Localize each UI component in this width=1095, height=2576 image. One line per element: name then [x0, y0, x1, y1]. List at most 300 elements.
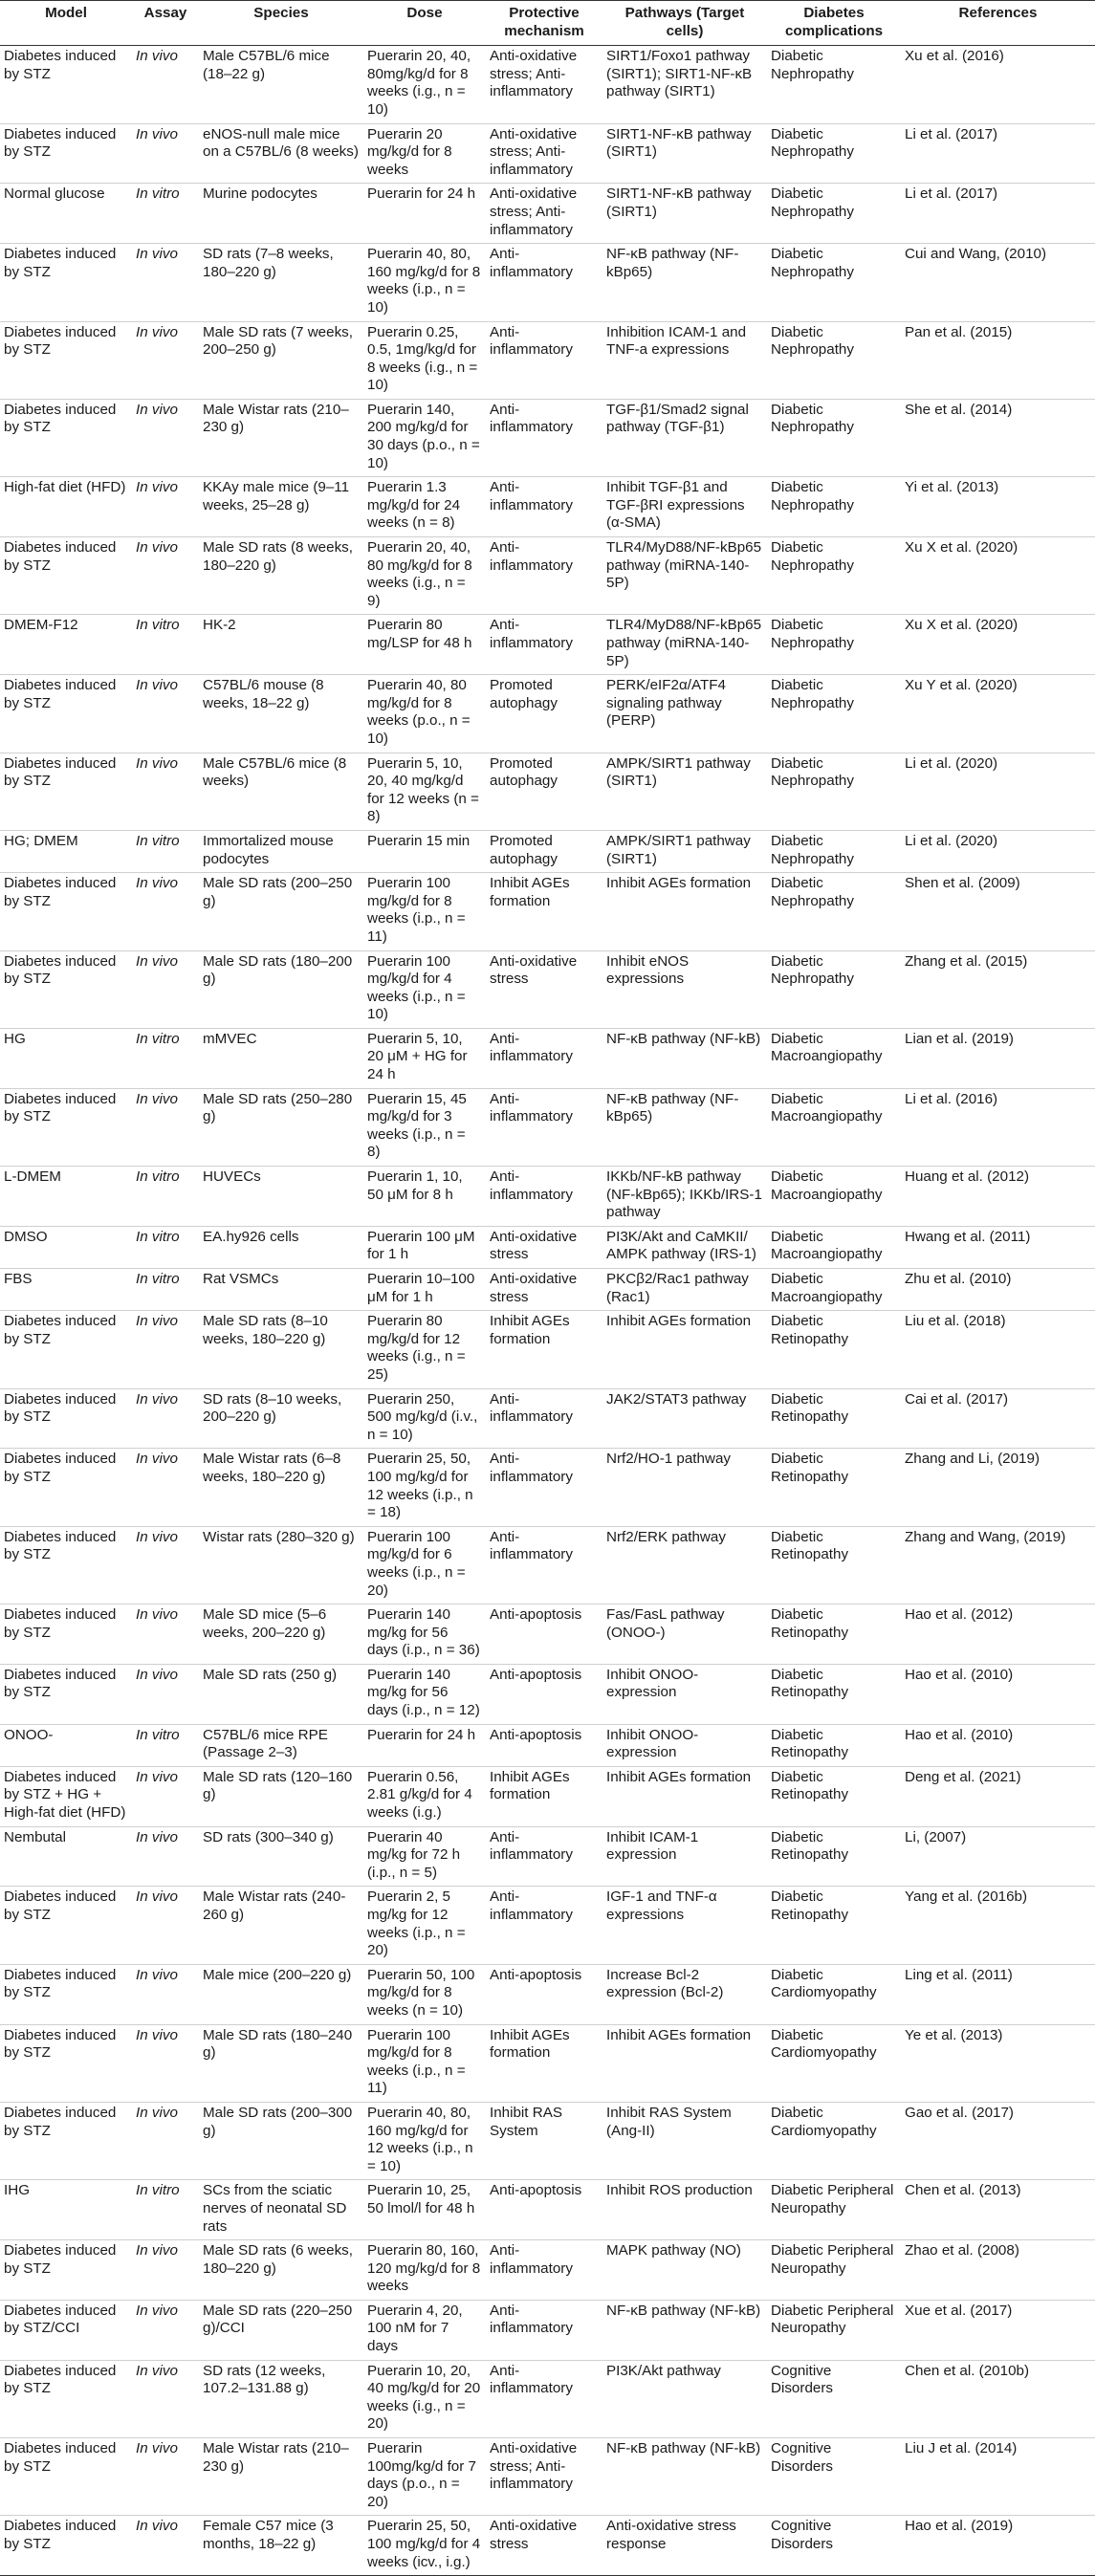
mechanism-cell: Anti-inflammatory	[486, 244, 602, 321]
dose-cell: Puerarin 80, 160, 120 mg/kg/d for 8 weeks	[363, 2240, 486, 2301]
complication-cell: Diabetic Nephropathy	[767, 477, 901, 537]
dose-cell: Puerarin 50, 100 mg/kg/d for 8 weeks (n = 10)	[363, 1964, 486, 2024]
pathways-cell: SIRT1-NF-κB pathway (SIRT1)	[602, 184, 767, 244]
complication-cell: Diabetic Macroangiopathy	[767, 1269, 901, 1311]
dose-cell: Puerarin 10, 20, 40 mg/kg/d for 20 weeks (i.g., n = 20)	[363, 2360, 486, 2437]
mechanism-cell: Anti-inflammatory	[486, 1887, 602, 1964]
species-cell: Male SD rats (180–240 g)	[199, 2024, 363, 2102]
assay-cell: In vivo	[132, 675, 199, 753]
pathways-cell: Increase Bcl-2 expression (Bcl-2)	[602, 1964, 767, 2024]
model-cell: Diabetes induced by STZ	[0, 537, 132, 615]
table-row	[0, 1605, 1095, 1665]
reference-cell: Hao et al. (2012)	[901, 1605, 1095, 1665]
assay-cell: In vivo	[132, 950, 199, 1028]
table-body	[0, 46, 1095, 2576]
header-pathways: Pathways (Target cells)	[602, 1, 767, 46]
dose-cell: Puerarin for 24 h	[363, 184, 486, 244]
model-cell: Diabetes induced by STZ	[0, 1449, 132, 1526]
complication-cell: Diabetic Macroangiopathy	[767, 1167, 901, 1227]
mechanism-cell: Inhibit RAS System	[486, 2102, 602, 2179]
assay-cell: In vivo	[132, 2360, 199, 2437]
species-cell: C57BL/6 mice RPE (Passage 2–3)	[199, 1724, 363, 1766]
reference-cell: Hwang et al. (2011)	[901, 1226, 1095, 1268]
model-cell: Diabetes induced by STZ	[0, 1887, 132, 1964]
reference-cell: Xu X et al. (2020)	[901, 615, 1095, 675]
complication-cell: Diabetic Nephropathy	[767, 873, 901, 950]
pathways-cell: Inhibit ONOO- expression	[602, 1724, 767, 1766]
mechanism-cell: Anti-inflammatory	[486, 537, 602, 615]
species-cell: Male C57BL/6 mice (8 weeks)	[199, 753, 363, 830]
table-row	[0, 1724, 1095, 1766]
pathways-cell: Inhibit AGEs formation	[602, 2024, 767, 2102]
complication-cell: Diabetic Nephropathy	[767, 244, 901, 321]
mechanism-cell: Anti-apoptosis	[486, 1605, 602, 1665]
table-row	[0, 184, 1095, 244]
assay-cell: In vivo	[132, 2024, 199, 2102]
complication-cell: Diabetic Retinopathy	[767, 1766, 901, 1826]
complication-cell: Diabetic Macroangiopathy	[767, 1226, 901, 1268]
table-row	[0, 1088, 1095, 1166]
model-cell: Diabetes induced by STZ	[0, 1311, 132, 1388]
species-cell: Wistar rats (280–320 g)	[199, 1526, 363, 1604]
pathways-cell: Inhibit TGF-β1 and TGF-βRI expressions (α-SMA)	[602, 477, 767, 537]
species-cell: Male SD rats (8–10 weeks, 180–220 g)	[199, 1311, 363, 1388]
pathways-cell: AMPK/SIRT1 pathway (SIRT1)	[602, 830, 767, 872]
complication-cell: Cognitive Disorders	[767, 2516, 901, 2576]
reference-cell: Cui and Wang, (2010)	[901, 244, 1095, 321]
model-cell: HG; DMEM	[0, 830, 132, 872]
complication-cell: Diabetic Retinopathy	[767, 1526, 901, 1604]
complication-cell: Diabetic Nephropathy	[767, 830, 901, 872]
mechanism-cell: Promoted autophagy	[486, 753, 602, 830]
complication-cell: Diabetic Nephropathy	[767, 46, 901, 123]
mechanism-cell: Anti-apoptosis	[486, 1664, 602, 1724]
species-cell: Male Wistar rats (240-260 g)	[199, 1887, 363, 1964]
species-cell: Male Wistar rats (210–230 g)	[199, 399, 363, 476]
species-cell: EA.hy926 cells	[199, 1226, 363, 1268]
header-assay: Assay	[132, 1, 199, 46]
assay-cell: In vitro	[132, 1028, 199, 1088]
species-cell: SD rats (300–340 g)	[199, 1826, 363, 1887]
assay-cell: In vivo	[132, 123, 199, 184]
species-cell: HK-2	[199, 615, 363, 675]
complication-cell: Diabetic Retinopathy	[767, 1664, 901, 1724]
assay-cell: In vitro	[132, 1724, 199, 1766]
table-row	[0, 1167, 1095, 1227]
complication-cell: Diabetic Nephropathy	[767, 123, 901, 184]
complication-cell: Diabetic Peripheral Neuropathy	[767, 2180, 901, 2240]
pathways-cell: Inhibition ICAM-1 and TNF-a expressions	[602, 321, 767, 399]
assay-cell: In vivo	[132, 46, 199, 123]
reference-cell: Yi et al. (2013)	[901, 477, 1095, 537]
dose-cell: Puerarin 40, 80 mg/kg/d for 8 weeks (p.o., n = 10)	[363, 675, 486, 753]
reference-cell: Zhang et al. (2015)	[901, 950, 1095, 1028]
mechanism-cell: Inhibit AGEs formation	[486, 873, 602, 950]
mechanism-cell: Anti-inflammatory	[486, 1388, 602, 1449]
assay-cell: In vivo	[132, 2516, 199, 2576]
dose-cell: Puerarin 40, 80, 160 mg/kg/d for 12 weeks (i.p., n = 10)	[363, 2102, 486, 2179]
mechanism-cell: Anti-inflammatory	[486, 399, 602, 476]
model-cell: Diabetes induced by STZ	[0, 123, 132, 184]
reference-cell: Gao et al. (2017)	[901, 2102, 1095, 2179]
assay-cell: In vivo	[132, 1826, 199, 1887]
mechanism-cell: Anti-oxidative stress; Anti-inflammatory	[486, 2438, 602, 2516]
reference-cell: She et al. (2014)	[901, 399, 1095, 476]
pathways-cell: PI3K/Akt pathway	[602, 2360, 767, 2437]
mechanism-cell: Anti-oxidative stress; Anti-inflammatory	[486, 123, 602, 184]
model-cell: Diabetes induced by STZ + HG + High-fat diet (HFD)	[0, 1766, 132, 1826]
table-row	[0, 1766, 1095, 1826]
complication-cell: Diabetic Retinopathy	[767, 1388, 901, 1449]
mechanism-cell: Anti-oxidative stress	[486, 1269, 602, 1311]
table-row	[0, 1887, 1095, 1964]
dose-cell: Puerarin 40, 80, 160 mg/kg/d for 8 weeks (i.p., n = 10)	[363, 244, 486, 321]
complication-cell: Diabetic Nephropathy	[767, 753, 901, 830]
complication-cell: Diabetic Nephropathy	[767, 321, 901, 399]
header-species: Species	[199, 1, 363, 46]
species-cell: Male SD mice (5–6 weeks, 200–220 g)	[199, 1605, 363, 1665]
complication-cell: Diabetic Retinopathy	[767, 1826, 901, 1887]
dose-cell: Puerarin 25, 50, 100 mg/kg/d for 12 weeks (i.p., n = 18)	[363, 1449, 486, 1526]
model-cell: Diabetes induced by STZ	[0, 46, 132, 123]
complication-cell: Diabetic Retinopathy	[767, 1887, 901, 1964]
table-row	[0, 873, 1095, 950]
pathways-cell: SIRT1-NF-κB pathway (SIRT1)	[602, 123, 767, 184]
reference-cell: Chen et al. (2010b)	[901, 2360, 1095, 2437]
assay-cell: In vivo	[132, 1388, 199, 1449]
dose-cell: Puerarin 15 min	[363, 830, 486, 872]
reference-cell: Xu X et al. (2020)	[901, 537, 1095, 615]
dose-cell: Puerarin 10, 25, 50 lmol/l for 48 h	[363, 2180, 486, 2240]
species-cell: Male Wistar rats (6–8 weeks, 180–220 g)	[199, 1449, 363, 1526]
pathways-cell: AMPK/SIRT1 pathway (SIRT1)	[602, 753, 767, 830]
model-cell: Diabetes induced by STZ	[0, 1388, 132, 1449]
complication-cell: Diabetic Nephropathy	[767, 399, 901, 476]
mechanism-cell: Anti-apoptosis	[486, 1964, 602, 2024]
table-row	[0, 537, 1095, 615]
dose-cell: Puerarin 0.25, 0.5, 1mg/kg/d for 8 weeks (i.g., n = 10)	[363, 321, 486, 399]
pathways-cell: IGF-1 and TNF-α expressions	[602, 1887, 767, 1964]
dose-cell: Puerarin 140, 200 mg/kg/d for 30 days (p.o., n = 10)	[363, 399, 486, 476]
model-cell: Diabetes induced by STZ	[0, 873, 132, 950]
assay-cell: In vivo	[132, 321, 199, 399]
table-header	[0, 1, 1095, 46]
species-cell: KKAy male mice (9–11 weeks, 25–28 g)	[199, 477, 363, 537]
model-cell: Diabetes induced by STZ	[0, 675, 132, 753]
species-cell: Male SD rats (7 weeks, 200–250 g)	[199, 321, 363, 399]
table-row	[0, 830, 1095, 872]
dose-cell: Puerarin 5, 10, 20 μM + HG for 24 h	[363, 1028, 486, 1088]
reference-cell: Liu J et al. (2014)	[901, 2438, 1095, 2516]
table-row	[0, 675, 1095, 753]
assay-cell: In vivo	[132, 2438, 199, 2516]
mechanism-cell: Anti-oxidative stress	[486, 950, 602, 1028]
mechanism-cell: Anti-inflammatory	[486, 615, 602, 675]
pathways-cell: Inhibit AGEs formation	[602, 873, 767, 950]
mechanism-cell: Anti-inflammatory	[486, 2240, 602, 2301]
pathways-cell: Inhibit AGEs formation	[602, 1766, 767, 1826]
species-cell: Immortalized mouse podocytes	[199, 830, 363, 872]
pathways-cell: NF-κB pathway (NF-kB)	[602, 2300, 767, 2360]
dose-cell: Puerarin 0.56, 2.81 g/kg/d for 4 weeks (i.g.)	[363, 1766, 486, 1826]
table-row	[0, 2438, 1095, 2516]
reference-cell: Li et al. (2017)	[901, 184, 1095, 244]
assay-cell: In vivo	[132, 399, 199, 476]
mechanism-cell: Anti-inflammatory	[486, 1088, 602, 1166]
pathways-cell: PI3K/Akt and CaMKII/ AMPK pathway (IRS-1)	[602, 1226, 767, 1268]
table-row	[0, 2360, 1095, 2437]
dose-cell: Puerarin 100 μM for 1 h	[363, 1226, 486, 1268]
dose-cell: Puerarin 5, 10, 20, 40 mg/kg/d for 12 weeks (n = 8)	[363, 753, 486, 830]
dose-cell: Puerarin 100 mg/kg/d for 4 weeks (i.p., n = 10)	[363, 950, 486, 1028]
reference-cell: Zhu et al. (2010)	[901, 1269, 1095, 1311]
species-cell: Rat VSMCs	[199, 1269, 363, 1311]
pathways-cell: Nrf2/ERK pathway	[602, 1526, 767, 1604]
complication-cell: Diabetic Peripheral Neuropathy	[767, 2300, 901, 2360]
model-cell: Diabetes induced by STZ	[0, 1664, 132, 1724]
table-row	[0, 399, 1095, 476]
table-row	[0, 615, 1095, 675]
complication-cell: Diabetic Macroangiopathy	[767, 1088, 901, 1166]
assay-cell: In vitro	[132, 184, 199, 244]
assay-cell: In vivo	[132, 2300, 199, 2360]
complication-cell: Diabetic Retinopathy	[767, 1605, 901, 1665]
mechanism-cell: Anti-inflammatory	[486, 1167, 602, 1227]
dose-cell: Puerarin 15, 45 mg/kg/d for 3 weeks (i.p., n = 8)	[363, 1088, 486, 1166]
table-row	[0, 1311, 1095, 1388]
model-cell: IHG	[0, 2180, 132, 2240]
model-cell: ONOO-	[0, 1724, 132, 1766]
model-cell: Diabetes induced by STZ	[0, 1526, 132, 1604]
pathways-cell: TGF-β1/Smad2 signal pathway (TGF-β1)	[602, 399, 767, 476]
assay-cell: In vitro	[132, 1269, 199, 1311]
table-row	[0, 321, 1095, 399]
model-cell: L-DMEM	[0, 1167, 132, 1227]
model-cell: DMEM-F12	[0, 615, 132, 675]
species-cell: Male SD rats (120–160 g)	[199, 1766, 363, 1826]
assay-cell: In vitro	[132, 2180, 199, 2240]
header-protective-mechanism: Protective mechanism	[486, 1, 602, 46]
model-cell: Diabetes induced by STZ	[0, 950, 132, 1028]
mechanism-cell: Anti-inflammatory	[486, 2300, 602, 2360]
reference-cell: Xu et al. (2016)	[901, 46, 1095, 123]
assay-cell: In vivo	[132, 1887, 199, 1964]
model-cell: Diabetes induced by STZ	[0, 2516, 132, 2576]
assay-cell: In vivo	[132, 1088, 199, 1166]
reference-cell: Li et al. (2016)	[901, 1088, 1095, 1166]
model-cell: Diabetes induced by STZ	[0, 1964, 132, 2024]
species-cell: Male SD rats (200–300 g)	[199, 2102, 363, 2179]
pathways-cell: Inhibit RAS System (Ang-II)	[602, 2102, 767, 2179]
complication-cell: Diabetic Cardiomyopathy	[767, 2024, 901, 2102]
pathways-cell: NF-κB pathway (NF-kB)	[602, 1028, 767, 1088]
complication-cell: Diabetic Nephropathy	[767, 537, 901, 615]
complication-cell: Diabetic Macroangiopathy	[767, 1028, 901, 1088]
dose-cell: Puerarin 4, 20, 100 nM for 7 days	[363, 2300, 486, 2360]
model-cell: Diabetes induced by STZ	[0, 2360, 132, 2437]
reference-cell: Cai et al. (2017)	[901, 1388, 1095, 1449]
pathways-cell: Inhibit ROS production	[602, 2180, 767, 2240]
assay-cell: In vivo	[132, 1964, 199, 2024]
reference-cell: Pan et al. (2015)	[901, 321, 1095, 399]
reference-cell: Li et al. (2017)	[901, 123, 1095, 184]
mechanism-cell: Anti-oxidative stress; Anti-inflammatory	[486, 46, 602, 123]
table-row	[0, 123, 1095, 184]
mechanism-cell: Inhibit AGEs formation	[486, 1766, 602, 1826]
assay-cell: In vivo	[132, 1311, 199, 1388]
dose-cell: Puerarin 2, 5 mg/kg for 12 weeks (i.p., n = 20)	[363, 1887, 486, 1964]
pathways-cell: Inhibit eNOS expressions	[602, 950, 767, 1028]
dose-cell: Puerarin 100 mg/kg/d for 8 weeks (i.p., n = 11)	[363, 873, 486, 950]
mechanism-cell: Promoted autophagy	[486, 675, 602, 753]
reference-cell: Shen et al. (2009)	[901, 873, 1095, 950]
complication-cell: Diabetic Peripheral Neuropathy	[767, 2240, 901, 2301]
header-dose: Dose	[363, 1, 486, 46]
mechanism-cell: Anti-inflammatory	[486, 1449, 602, 1526]
mechanism-cell: Anti-oxidative stress; Anti-inflammatory	[486, 184, 602, 244]
reference-cell: Zhao et al. (2008)	[901, 2240, 1095, 2301]
table-row	[0, 2102, 1095, 2179]
table-row	[0, 2024, 1095, 2102]
assay-cell: In vitro	[132, 830, 199, 872]
assay-cell: In vivo	[132, 1664, 199, 1724]
reference-cell: Deng et al. (2021)	[901, 1766, 1095, 1826]
complication-cell: Diabetic Nephropathy	[767, 615, 901, 675]
dose-cell: Puerarin 20 mg/kg/d for 8 weeks	[363, 123, 486, 184]
species-cell: C57BL/6 mouse (8 weeks, 18–22 g)	[199, 675, 363, 753]
mechanism-cell: Anti-oxidative stress	[486, 2516, 602, 2576]
species-cell: Male Wistar rats (210–230 g)	[199, 2438, 363, 2516]
model-cell: Diabetes induced by STZ/CCI	[0, 2300, 132, 2360]
reference-cell: Chen et al. (2013)	[901, 2180, 1095, 2240]
pathways-cell: PERK/eIF2α/ATF4 signaling pathway (PERP)	[602, 675, 767, 753]
model-cell: FBS	[0, 1269, 132, 1311]
table-row	[0, 2240, 1095, 2301]
table-row	[0, 1964, 1095, 2024]
assay-cell: In vivo	[132, 873, 199, 950]
species-cell: SCs from the sciatic nerves of neonatal SD rats	[199, 2180, 363, 2240]
complication-cell: Diabetic Nephropathy	[767, 675, 901, 753]
model-cell: Diabetes induced by STZ	[0, 753, 132, 830]
table-row	[0, 1449, 1095, 1526]
table-row	[0, 2300, 1095, 2360]
reference-cell: Hao et al. (2010)	[901, 1724, 1095, 1766]
model-cell: Diabetes induced by STZ	[0, 2438, 132, 2516]
reference-cell: Hao et al. (2019)	[901, 2516, 1095, 2576]
complication-cell: Diabetic Cardiomyopathy	[767, 2102, 901, 2179]
assay-cell: In vivo	[132, 537, 199, 615]
dose-cell: Puerarin 40 mg/kg for 72 h (i.p., n = 5)	[363, 1826, 486, 1887]
model-cell: Diabetes induced by STZ	[0, 1605, 132, 1665]
table-row	[0, 1526, 1095, 1604]
table-row	[0, 950, 1095, 1028]
dose-cell: Puerarin 250, 500 mg/kg/d (i.v., n = 10)	[363, 1388, 486, 1449]
table-row	[0, 1028, 1095, 1088]
reference-cell: Xu Y et al. (2020)	[901, 675, 1095, 753]
mechanism-cell: Anti-inflammatory	[486, 321, 602, 399]
model-cell: Diabetes induced by STZ	[0, 321, 132, 399]
assay-cell: In vivo	[132, 1449, 199, 1526]
species-cell: mMVEC	[199, 1028, 363, 1088]
table-row	[0, 2516, 1095, 2576]
species-cell: Male SD rats (250 g)	[199, 1664, 363, 1724]
pathways-cell: Inhibit ICAM-1 expression	[602, 1826, 767, 1887]
dose-cell: Puerarin 80 mg/LSP for 48 h	[363, 615, 486, 675]
dose-cell: Puerarin 140 mg/kg for 56 days (i.p., n = 12)	[363, 1664, 486, 1724]
model-cell: Diabetes induced by STZ	[0, 399, 132, 476]
table-row	[0, 1388, 1095, 1449]
reference-cell: Li, (2007)	[901, 1826, 1095, 1887]
pathways-cell: SIRT1/Foxo1 pathway (SIRT1); SIRT1-NF-κB pathway (SIRT1)	[602, 46, 767, 123]
pathways-cell: JAK2/STAT3 pathway	[602, 1388, 767, 1449]
reference-cell: Ye et al. (2013)	[901, 2024, 1095, 2102]
mechanism-cell: Promoted autophagy	[486, 830, 602, 872]
mechanism-cell: Anti-inflammatory	[486, 1826, 602, 1887]
model-cell: HG	[0, 1028, 132, 1088]
reference-cell: Huang et al. (2012)	[901, 1167, 1095, 1227]
assay-cell: In vitro	[132, 1167, 199, 1227]
header-references: References	[901, 1, 1095, 46]
pathways-cell: IKKb/NF-kB pathway (NF-kBp65); IKKb/IRS-1 pathway	[602, 1167, 767, 1227]
mechanism-cell: Inhibit AGEs formation	[486, 1311, 602, 1388]
mechanism-cell: Anti-apoptosis	[486, 2180, 602, 2240]
dose-cell: Puerarin for 24 h	[363, 1724, 486, 1766]
pathways-cell: Inhibit ONOO- expression	[602, 1664, 767, 1724]
species-cell: SD rats (8–10 weeks, 200–220 g)	[199, 1388, 363, 1449]
assay-cell: In vivo	[132, 1766, 199, 1826]
species-cell: Murine podocytes	[199, 184, 363, 244]
mechanism-cell: Inhibit AGEs formation	[486, 2024, 602, 2102]
complication-cell: Cognitive Disorders	[767, 2360, 901, 2437]
dose-cell: Puerarin 20, 40, 80 mg/kg/d for 8 weeks (i.g., n = 9)	[363, 537, 486, 615]
reference-cell: Xue et al. (2017)	[901, 2300, 1095, 2360]
assay-cell: In vivo	[132, 244, 199, 321]
species-cell: Male SD rats (220–250 g)/CCI	[199, 2300, 363, 2360]
pathways-cell: NF-κB pathway (NF-kBp65)	[602, 244, 767, 321]
table-row	[0, 1269, 1095, 1311]
assay-cell: In vivo	[132, 477, 199, 537]
dose-cell: Puerarin 80 mg/kg/d for 12 weeks (i.g., n = 25)	[363, 1311, 486, 1388]
assay-cell: In vivo	[132, 2102, 199, 2179]
dose-cell: Puerarin 25, 50, 100 mg/kg/d for 4 weeks (icv., i.g.)	[363, 2516, 486, 2576]
mechanism-cell: Anti-oxidative stress	[486, 1226, 602, 1268]
complication-cell: Diabetic Cardiomyopathy	[767, 1964, 901, 2024]
model-cell: High-fat diet (HFD)	[0, 477, 132, 537]
reference-cell: Lian et al. (2019)	[901, 1028, 1095, 1088]
model-cell: Diabetes induced by STZ	[0, 2102, 132, 2179]
assay-cell: In vitro	[132, 1226, 199, 1268]
complication-cell: Cognitive Disorders	[767, 2438, 901, 2516]
reference-cell: Yang et al. (2016b)	[901, 1887, 1095, 1964]
model-cell: Diabetes induced by STZ	[0, 2024, 132, 2102]
complication-cell: Diabetic Retinopathy	[767, 1724, 901, 1766]
species-cell: Male SD rats (180–200 g)	[199, 950, 363, 1028]
species-cell: Male SD rats (6 weeks, 180–220 g)	[199, 2240, 363, 2301]
mechanism-cell: Anti-apoptosis	[486, 1724, 602, 1766]
pathways-cell: Nrf2/HO-1 pathway	[602, 1449, 767, 1526]
pathways-cell: MAPK pathway (NO)	[602, 2240, 767, 2301]
assay-cell: In vivo	[132, 1526, 199, 1604]
assay-cell: In vivo	[132, 1605, 199, 1665]
complication-cell: Diabetic Nephropathy	[767, 950, 901, 1028]
table-row	[0, 1226, 1095, 1268]
assay-cell: In vivo	[132, 753, 199, 830]
mechanism-cell: Anti-inflammatory	[486, 1028, 602, 1088]
model-cell: Diabetes induced by STZ	[0, 2240, 132, 2301]
mechanism-cell: Anti-inflammatory	[486, 2360, 602, 2437]
species-cell: Male SD rats (250–280 g)	[199, 1088, 363, 1166]
species-cell: eNOS-null male mice on a C57BL/6 (8 weeks)	[199, 123, 363, 184]
